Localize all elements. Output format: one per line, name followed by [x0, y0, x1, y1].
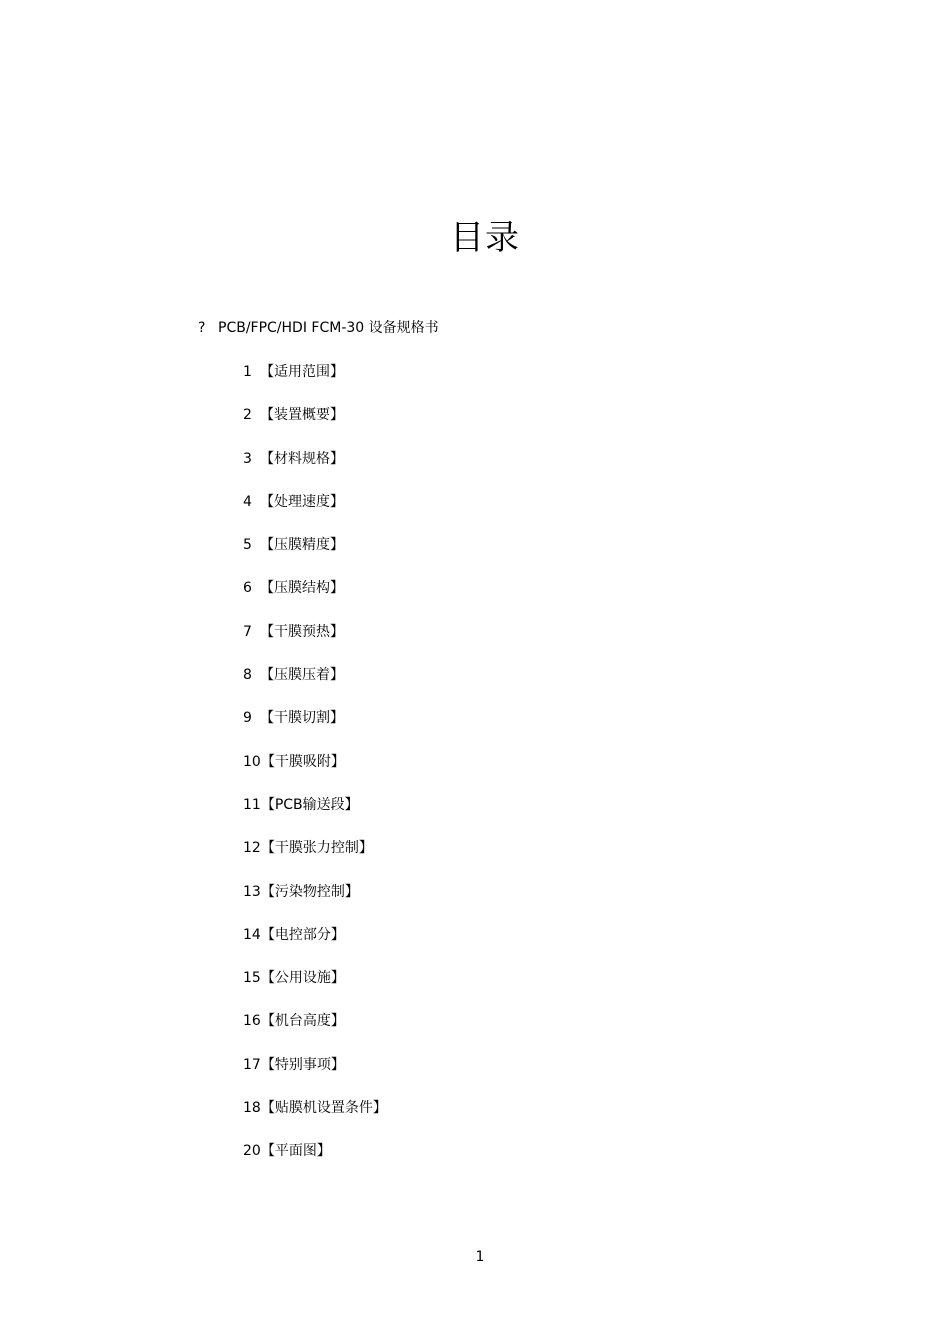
toc-item[interactable] — [243, 966, 387, 1009]
toc-item[interactable] — [243, 923, 387, 966]
toc-item-number: 8 — [243, 667, 252, 684]
toc-item-number: 9 — [243, 710, 252, 727]
toc-item[interactable] — [243, 793, 387, 836]
toc-item-number: 11 — [243, 796, 261, 813]
toc-item-label: 【干膜预热】 — [260, 623, 344, 640]
toc-item[interactable] — [243, 1096, 387, 1139]
toc-item-number: 3 — [243, 450, 252, 467]
toc-item-label: 【装置概要】 — [260, 407, 344, 424]
toc-item-label: 【压膜精度】 — [260, 537, 344, 554]
toc-item-number: 4 — [243, 493, 252, 510]
toc-root-entry[interactable] — [198, 316, 439, 340]
toc-item-number: 15 — [243, 970, 261, 987]
toc-item-number: 13 — [243, 883, 261, 900]
toc-item[interactable] — [243, 1009, 387, 1052]
toc-item[interactable] — [243, 620, 387, 663]
page-title: 目录 — [450, 218, 520, 258]
toc-item[interactable] — [243, 447, 387, 490]
toc-root-bullet: ? — [198, 320, 206, 336]
toc-list — [243, 360, 387, 1183]
toc-item-label: 【贴膜机设置条件】 — [260, 1100, 387, 1117]
toc-item-label: 【PCB输送段】 — [260, 796, 359, 813]
toc-item[interactable] — [243, 490, 387, 533]
toc-item-label: 【公用设施】 — [260, 970, 345, 987]
toc-item-number: 18 — [243, 1100, 261, 1117]
toc-item-number: 20 — [243, 1143, 261, 1160]
toc-item[interactable] — [243, 1053, 387, 1096]
toc-item-label: 【干膜张力控制】 — [260, 840, 373, 857]
toc-item-number: 5 — [243, 537, 252, 554]
toc-item-number: 2 — [243, 407, 252, 424]
toc-item[interactable] — [243, 576, 387, 619]
toc-item-label: 【干膜吸附】 — [260, 753, 345, 770]
toc-item-number: 16 — [243, 1013, 261, 1030]
toc-item-label: 【电控部分】 — [260, 926, 345, 943]
toc-item[interactable] — [243, 706, 387, 749]
toc-item-label: 【特别事项】 — [260, 1056, 345, 1073]
toc-item-number: 10 — [243, 753, 261, 770]
toc-root-label: PCB/FPC/HDI FCM-30 设备规格书 — [218, 320, 439, 336]
toc-item[interactable] — [243, 403, 387, 446]
toc-item-label: 【压膜压着】 — [260, 667, 344, 684]
toc-item-label: 【污染物控制】 — [260, 883, 359, 900]
toc-item-number: 14 — [243, 926, 261, 943]
toc-item[interactable] — [243, 663, 387, 706]
toc-item-label: 【平面图】 — [260, 1143, 331, 1160]
toc-item-label: 【适用范围】 — [260, 364, 344, 380]
toc-item-number: 7 — [243, 623, 252, 640]
toc-item[interactable] — [243, 880, 387, 923]
toc-item-label: 【压膜结构】 — [260, 580, 344, 597]
toc-item[interactable] — [243, 533, 387, 576]
toc-item[interactable] — [243, 836, 387, 879]
toc-item-number: 6 — [243, 580, 252, 597]
page-number: 1 — [475, 1249, 485, 1265]
toc-item-number: 1 — [243, 364, 252, 380]
toc-item-label: 【干膜切割】 — [260, 710, 344, 727]
toc-item-label: 【材料规格】 — [260, 450, 344, 467]
toc-item[interactable] — [243, 750, 387, 793]
toc-item-number: 17 — [243, 1056, 261, 1073]
toc-item-label: 【处理速度】 — [260, 493, 344, 510]
toc-item[interactable] — [243, 1139, 387, 1182]
toc-item[interactable] — [243, 360, 387, 403]
toc-item-number: 12 — [243, 840, 261, 857]
toc-item-label: 【机台高度】 — [260, 1013, 345, 1030]
